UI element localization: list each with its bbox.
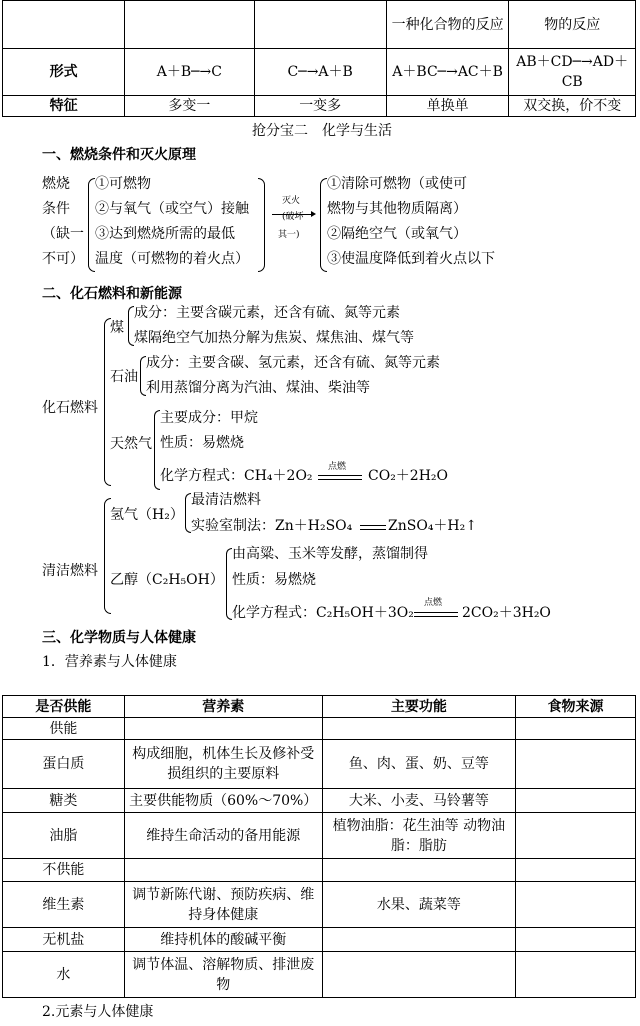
cell: 构成细胞，机体生长及修补受损组织的主要原料 [124,740,322,789]
subsection-2-heading: 2.元素与人体健康 [42,1004,154,1020]
cell [322,928,516,952]
table-row [3,740,636,789]
h2-item-3: ZnSO₄＋H₂↑ [388,518,477,534]
brace [320,178,327,272]
oil-label: 石油 [110,369,138,385]
brace [258,178,265,272]
cell [322,859,516,882]
eth-item-3: 化学方程式：C₂H₅OH＋3O₂ [232,605,414,621]
s1-left-4: 不可） [42,251,84,267]
header-cell: 主要功能 [322,696,516,718]
equals-sign [318,475,362,480]
cell: 供能 [3,718,125,740]
coal-label: 煤 [110,320,124,336]
table-row [3,882,636,928]
section-1-heading: 一、燃烧条件和灭火原理 [42,147,196,163]
cell: A＋BC─→AC＋B [386,49,509,96]
table-row [3,813,636,859]
cell [322,952,516,998]
gas-item-4: CO₂＋2H₂O [368,468,449,484]
cell: 维生素 [3,882,125,928]
arrow-label-top: 灭火 [282,196,301,206]
method-3: ②隔绝空气（或氧气） [327,226,467,242]
cond-3: ③达到燃烧所需的最低 [95,226,235,242]
cell [516,740,636,789]
s1-left-1: 燃烧 [42,176,70,192]
cell: 无机盐 [3,928,125,952]
brace [104,318,111,486]
h2-item-1: 最清洁燃料 [191,492,261,508]
cell: 水果、蔬菜等 [322,882,516,928]
equals-sign [414,612,458,617]
cond-1: ①可燃物 [95,176,151,192]
row-label-form: 形式 [3,49,125,96]
cell: 维持机体的酸碱平衡 [124,928,322,952]
method-2: 燃物与其他物质隔离） [327,201,467,217]
cell [254,1,386,49]
gas-item-3: 化学方程式：CH₄＋2O₂ [160,468,313,484]
cell: 蛋白质 [3,740,125,789]
cell: 多变一 [125,96,254,117]
nutrient-table [2,695,636,998]
h2-item-2: 实验室制法：Zn＋H₂SO₄ [191,518,353,534]
eth-item-4: 2CO₂＋3H₂O [462,605,551,621]
oil-item-1: 成分：主要含碳、氢元素，还含有硫、氮等元素 [146,355,440,371]
gas-item-2: 性质：易燃烧 [160,435,244,451]
table-row [3,789,636,813]
cell [516,952,636,998]
oil-item-2: 利用蒸馏分离为汽油、煤油、柴油等 [146,380,370,396]
header-cell: 营养素 [124,696,322,718]
cell: 调节新陈代谢、预防疾病、维持身体健康 [124,882,322,928]
brace [88,178,95,272]
header-cell: 食物来源 [516,696,636,718]
cell: 油脂 [3,813,125,859]
eth-item-1: 由高粱、玉米等发酵，蒸馏制得 [232,546,428,562]
cond-4: 温度（可燃物的着火点） [95,251,249,267]
cell: 双交换，价不变 [509,96,636,117]
equals-sign [360,525,386,530]
cell [516,813,636,859]
coal-item-1: 成分：主要含碳元素，还含有硫、氮等元素 [134,305,400,321]
cell: 维持生命活动的备用能源 [124,813,322,859]
table-row [3,952,636,998]
cell: 单换单 [386,96,509,117]
cell [124,718,322,740]
header-cell: 是否供能 [3,696,125,718]
cell: 水 [3,952,125,998]
table-row [3,859,636,882]
cell: 鱼、肉、蛋、奶、豆等 [322,740,516,789]
cell: 物的反应 [509,1,636,49]
coal-item-2: 煤隔绝空气加热分解为焦炭、煤焦油、煤气等 [134,330,414,346]
cell: A＋B─→C [125,49,254,96]
natural-gas-label: 天然气 [110,436,152,452]
arrow-label-mid: (破坏 [282,212,304,222]
section-title: 抢分宝二 化学与生活 [252,123,392,139]
s1-left-2: 条件 [42,201,70,217]
cell: AB＋CD─→AD＋CB [509,49,636,96]
method-4: ③使温度降低到着火点以下 [327,251,495,267]
cell: 主要供能物质（60%～70%） [124,789,322,813]
arrow-label-bot: 其一) [278,230,300,240]
cell [516,718,636,740]
s1-left-3: （缺一 [42,226,84,242]
cell [516,789,636,813]
cell [125,1,254,49]
section-3-heading: 三、化学物质与人体健康 [42,630,196,646]
condition-label: 点燃 [328,462,347,472]
cond-2: ②与氧气（或空气）接触 [95,201,249,217]
table-row [3,718,636,740]
eth-item-2: 性质：易燃烧 [232,572,316,588]
cell: 大米、小麦、马铃薯等 [322,789,516,813]
cell [124,859,322,882]
cell [516,928,636,952]
gas-item-1: 主要成分：甲烷 [160,410,258,426]
subsection-1-heading: 1．营养素与人体健康 [42,654,177,670]
cell: C─→A＋B [254,49,386,96]
cell: 一变多 [254,96,386,117]
method-1: ①清除可燃物（或使可 [327,176,467,192]
cell [516,859,636,882]
condition-label: 点燃 [424,598,443,608]
hydrogen-label: 氢气（H₂） [110,507,184,523]
table-row [3,928,636,952]
reaction-type-table [2,0,636,117]
cell: 不供能 [3,859,125,882]
cell: 植物油脂：花生油等 动物油脂：脂肪 [322,813,516,859]
cell: 调节体温、溶解物质、排泄废物 [124,952,322,998]
fossil-fuel-label: 化石燃料 [42,400,98,416]
ethanol-label: 乙醇（C₂H₅OH） [110,572,224,588]
cell: 糖类 [3,789,125,813]
cell [3,1,125,49]
section-2-heading: 二、化石燃料和新能源 [42,286,182,302]
cell [516,882,636,928]
row-label-feature: 特征 [3,96,125,117]
cell [322,718,516,740]
cell: 一种化合物的反应 [386,1,509,49]
clean-fuel-label: 清洁燃料 [42,563,98,579]
